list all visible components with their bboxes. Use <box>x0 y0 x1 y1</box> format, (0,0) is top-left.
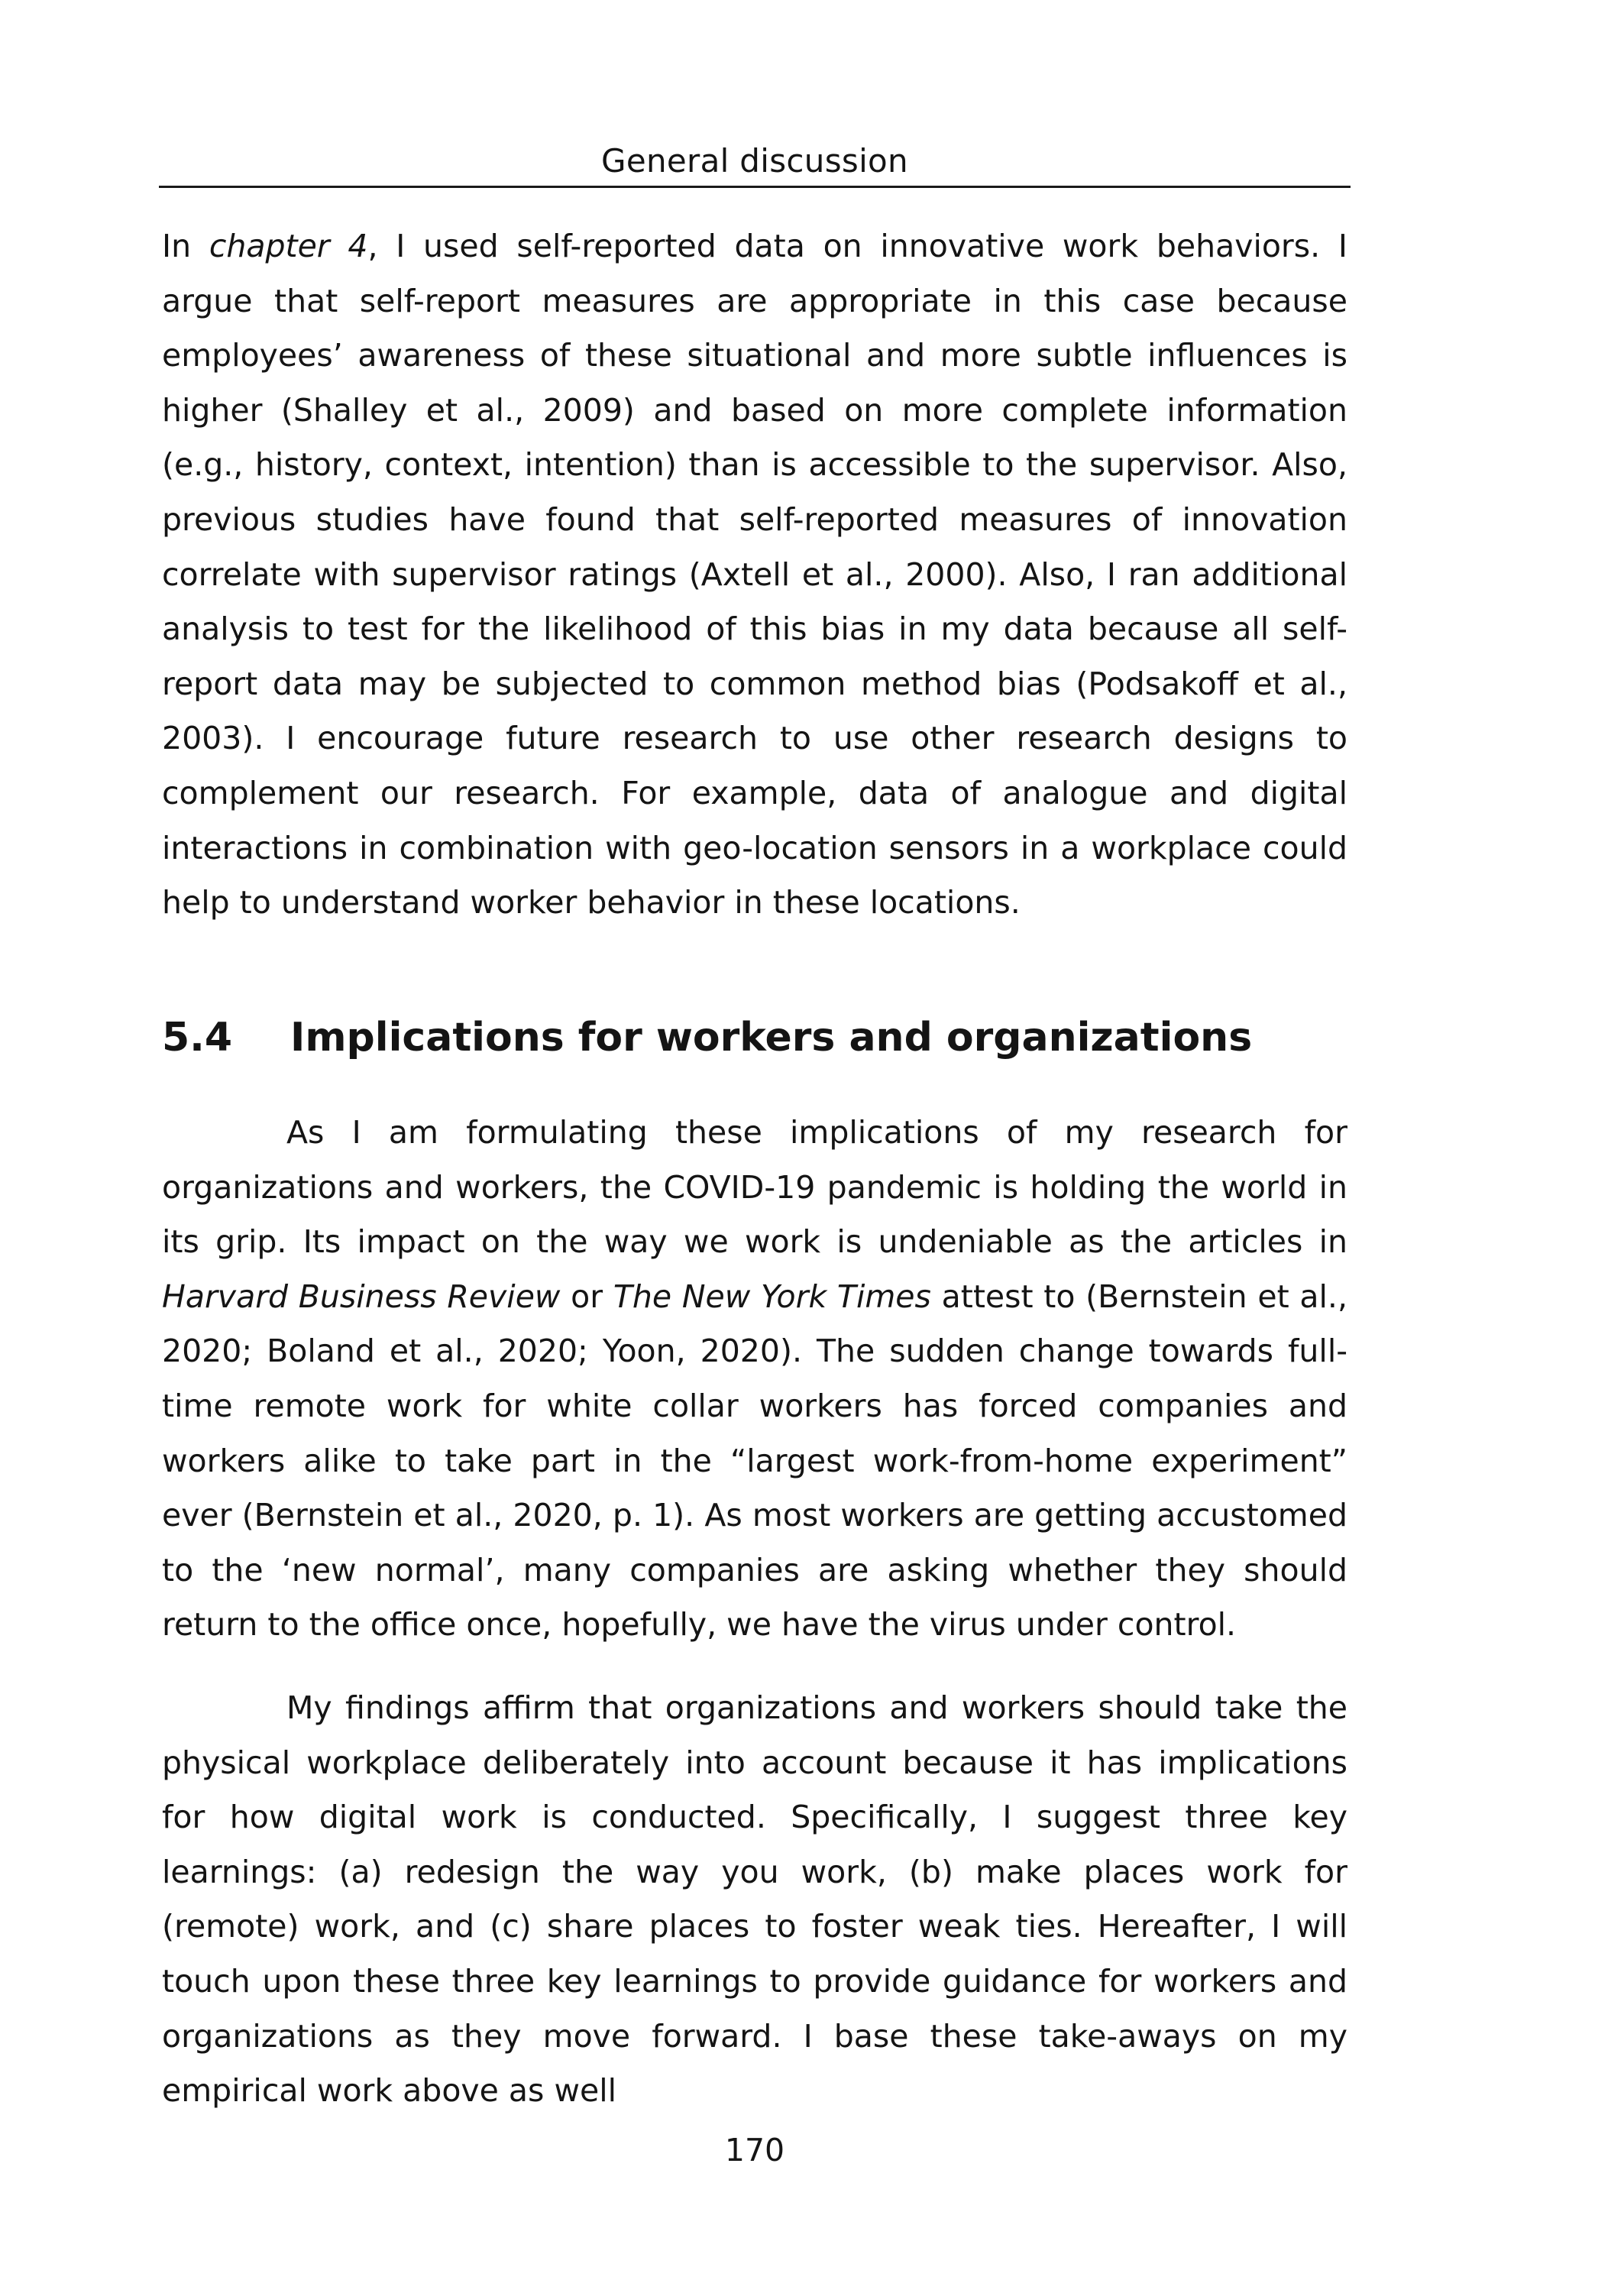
section-number: 5.4 <box>162 1015 233 1061</box>
section-heading <box>162 1013 1347 1062</box>
page-number: 170 <box>724 2132 785 2168</box>
publication-title-nyt: The New York Times <box>613 1278 931 1315</box>
paragraph-2-part-1: As I am formulating these implications of my research for organizations and workers, the COVID-19 pandemic is holding the world in its grip. Its impact on the way we work is undeniable as the articles in <box>162 1114 1347 1261</box>
section-title: Implications for workers and organizations <box>290 1015 1253 1061</box>
running-header: General discussion <box>601 142 908 180</box>
publication-title-hbr: Harvard Business Review <box>162 1278 561 1315</box>
paragraph-covid-context <box>162 1106 1347 1653</box>
paragraph-key-learnings: My findings affirm that organizations and workers should take the physical workplace deliberately into account because it has implications for how digital work is conducted. Specifically, I suggest three key learnings: (a) redesign the way you work, (b) make places work for (remote) work, and (c) share places to foster weak ties. Hereafter, I will touch upon these three key learnings to provide guidance for workers and organizations as they move forward. I base these take-aways on my empirical work above as well <box>162 1689 1347 2110</box>
chapter-reference: chapter 4 <box>209 228 368 264</box>
header-rule <box>159 186 1351 188</box>
paragraph-methods-limitations <box>162 219 1347 931</box>
paragraph-2-part-2: or <box>560 1278 613 1315</box>
paragraph-1-lead: In <box>162 228 209 264</box>
paragraph-2-part-3: attest to (Bernstein et al., 2020; Boland et al., 2020; Yoon, 2020). The sudden change towards full-time remote work for white collar workers has forced companies and workers alike to take part in the “largest work-from-home experiment” ever (Bernstein et al., 2020, p. 1). As most workers are getting accustomed to the ‘new normal’, many companies are asking whether they should return to the office once, hopefully, we have the virus under control. <box>162 1278 1347 1644</box>
paragraph-1-body: , I used self-reported data on innovative work behaviors. I argue that self-report measures are appropriate in this case because employees’ awareness of these situational and more subtle influences is higher (Shalley et al., 2009) and based on more complete information (e.g., history, context, intention) than is accessible to the supervisor. Also, previous studies have found that self-reported measures of innovation correlate with supervisor ratings (Axtell et al., 2000). Also, I ran additional analysis to test for the likelihood of this bias in my data because all self-report data may be subjected to common method bias (Podsakoff et al., 2003). I encourage future research to use other research designs to complement our research. For example, data of analogue and digital interactions in combination with geo-location sensors in a workplace could help to understand worker behavior in these locations. <box>162 228 1347 921</box>
